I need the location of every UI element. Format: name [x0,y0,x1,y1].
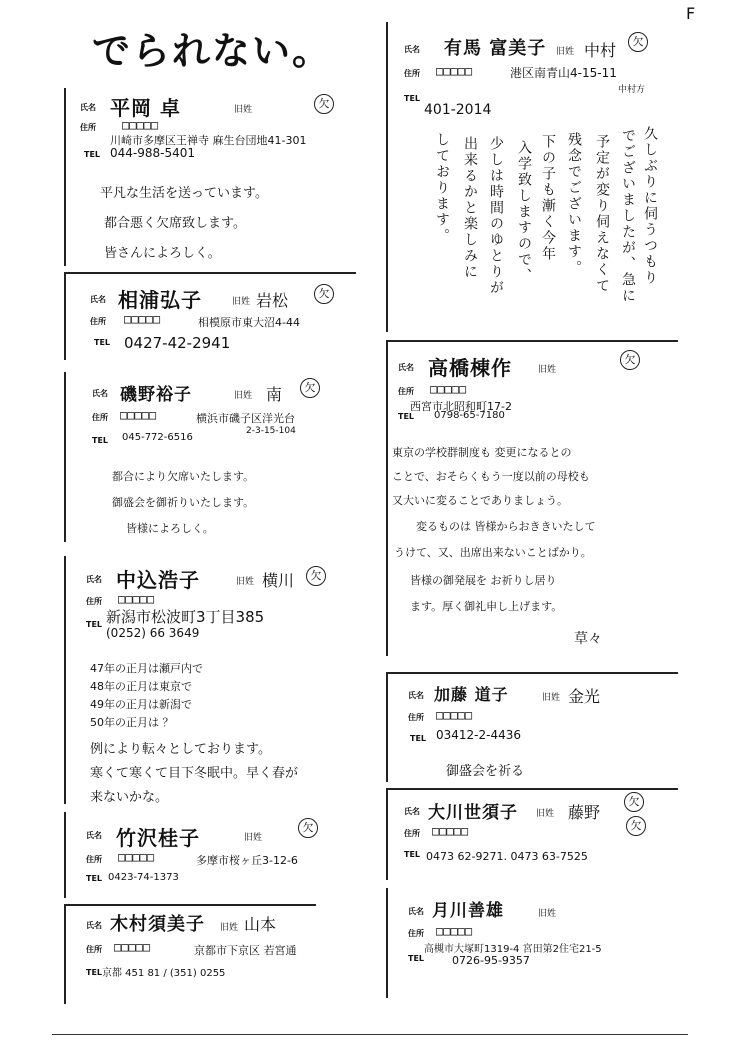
tel-label: TEL [86,874,103,883]
address-label: 住所 [90,317,106,326]
zip-code: □□□□□ [436,64,473,78]
tel-number: 401-2014 [424,102,492,118]
tel-label: TEL [94,338,111,347]
maiden-label: 旧姓 [232,297,251,307]
card-kato [386,672,678,782]
message-line: 変るものは 皆様からおききいたして [416,520,596,533]
message-line: 又大いに変ることでありましょう。 [392,494,568,507]
zip-code: □□□□□ [122,118,159,132]
tel-label: TEL [84,150,101,159]
zip-code: □□□□□ [436,708,473,722]
card-nakagome [64,556,356,804]
zip-code: □□□□□ [124,312,161,326]
absent-mark: 欠 [300,378,320,398]
maiden-name: 横川 [262,571,295,590]
name-label: 氏名 [404,807,420,816]
address-label: 住所 [408,929,424,938]
absent-mark: 欠 [306,566,326,586]
person-name: 磯野裕子 [120,385,192,405]
tel-number: 0427-42-2941 [124,334,231,352]
name-label: 氏名 [80,103,96,112]
maiden-label: 旧姓 [556,47,575,57]
maiden-name: 山本 [244,915,277,934]
zip-code: □□□□□ [114,940,151,954]
name-label: 氏名 [408,691,424,700]
vertical-message-line: 出来るかと楽しみに [462,136,478,280]
card-takahashi [386,340,678,656]
card-arima [386,22,688,332]
tel-number: 03412-2-4436 [436,728,522,742]
maiden-label: 旧姓 [234,105,253,115]
maiden-name: 金光 [568,687,601,706]
name-label: 氏名 [86,831,102,840]
address-label: 住所 [398,387,414,396]
maiden-label: 旧姓 [244,833,263,843]
person-name: 木村須美子 [110,914,205,935]
person-name: 月川善雄 [432,901,504,921]
message-line: 49年の正月は新潟で [90,698,192,711]
address-label: 住所 [404,829,420,838]
tel-number: 0423-74-1373 [108,872,179,883]
zip-code: □□□□□ [430,382,467,396]
address-label: 住所 [86,855,102,864]
address: 川崎市多摩区王禅寺 麻生台団地41-301 [110,134,307,147]
maiden-name: 藤野 [568,803,601,822]
tel-label: TEL [410,734,427,743]
address: 多摩市桜ヶ丘3-12-6 [196,854,298,867]
name-label: 氏名 [92,389,108,398]
zip-code: □□□□□ [118,850,155,864]
vertical-message-line: 予定が変り伺えなくて [594,134,610,294]
absent-mark: 欠 [628,32,648,52]
name-label: 氏名 [398,363,414,372]
person-name: 平岡 卓 [110,96,181,120]
message-line: 都合悪く欠席致します。 [104,216,246,231]
tel-label: TEL [92,436,109,445]
vertical-message-line: 下の子も漸く今年 [540,134,556,262]
address-label: 住所 [80,123,96,132]
message-line: 来ないかな。 [90,790,169,805]
absent-mark: 欠 [624,792,644,812]
tel-number: 0798-65-7180 [434,410,505,421]
message-line: うけて、又、出席出来ないことばかり。 [394,546,592,559]
maiden-label: 旧姓 [236,577,255,587]
tel-label: TEL [86,620,103,629]
tel-label: TEL [404,850,421,859]
name-label: 氏名 [86,575,102,584]
address: 相模原市東大沼4-44 [198,316,300,329]
vertical-message-line: 少しは時間のゆとりが [488,136,504,296]
zip-code: □□□□□ [436,924,473,938]
message-line: 47年の正月は瀬戸内で [90,662,203,675]
absent-mark: 欠 [298,818,318,838]
tel-number: 京都 451 81 / (351) 0255 [102,968,226,979]
maiden-label: 旧姓 [220,923,239,933]
person-name: 加藤 道子 [434,685,509,704]
address-label: 住所 [92,413,108,422]
address-line-2: 中村方 [618,85,646,95]
message-line: 平凡な生活を送っています。 [100,186,268,201]
address-label: 住所 [86,945,102,954]
message-line: 寒くて寒くて目下冬眠中。早く春が [90,766,299,781]
name-label: 氏名 [86,921,102,930]
tel-label: TEL [404,94,421,103]
maiden-name: 岩松 [256,291,289,310]
absent-mark: 欠 [314,94,334,114]
address-label: 住所 [408,713,424,722]
zip-code: □□□□□ [432,824,469,838]
vertical-message-line: 残念でございます。 [566,132,582,276]
tel-number: (0252) 66 3649 [106,626,200,640]
address: 新潟市松波町3丁目385 [106,608,265,626]
address: 港区南青山4-15-11 [510,66,617,80]
address: 西宮市北昭和町17-2 [410,400,512,413]
person-name: 高橋棟作 [428,356,512,380]
message-line: 皆様の御発展を お祈りし居り [410,574,557,587]
message-line: ます。厚く御礼申し上げます。 [410,600,563,613]
tel-number: 044-988-5401 [110,146,196,160]
person-name: 相浦弘子 [118,288,202,312]
maiden-label: 旧姓 [538,909,557,919]
person-name: 有馬 富美子 [444,38,547,59]
tel-label: TEL [398,412,415,421]
message-line: 例により転々としております。 [90,742,271,757]
message-line: 御盛会を祈る [446,764,525,779]
vertical-message-line: 久しぶりに伺うつもり [642,126,658,286]
card-kimura [64,904,316,1004]
maiden-name: 南 [266,385,283,404]
absent-mark: 欠 [626,816,646,836]
message-line: 皆様によろしく。 [126,522,214,535]
message-line: 48年の正月は東京で [90,680,192,693]
name-label: 氏名 [90,295,106,304]
maiden-label: 旧姓 [536,809,555,819]
message-line: 東京の学校群制度も 変更になるとの [392,446,572,459]
person-name: 中込浩子 [116,568,200,592]
message-line: 50年の正月は ？ [90,716,174,729]
tel-label: TEL [408,954,425,963]
address-label: 住所 [86,597,102,606]
message-line: 御盛会を御祈りいたします。 [112,496,255,509]
card-tsukikawa [386,888,678,998]
message-line: ことで、おそらくもう一度以前の母校も [392,470,590,483]
card-isono [64,372,356,542]
tel-label: TEL [86,968,103,977]
tel-number: 0473 62-9271. 0473 63-7525 [426,850,588,863]
address: 横浜市磯子区洋光台 [196,412,295,425]
zip-code: □□□□□ [120,408,157,422]
maiden-label: 旧姓 [542,693,561,703]
card-okawa [386,788,678,880]
address: 高槻市大塚町1319-4 宮田第2住宅21-5 [424,944,602,955]
maiden-label: 旧姓 [538,365,557,375]
name-label: 氏名 [404,45,420,54]
zip-code: □□□□□ [118,592,155,606]
card-aiura [64,272,356,360]
signature: 草々 [574,631,602,647]
card-takezawa [64,812,356,898]
card-hiraoka [64,88,366,266]
absent-mark: 欠 [620,350,640,370]
page-title: でられない。 [92,29,333,73]
page-mark: F [686,4,696,23]
vertical-message-line: 入学致しますので、 [516,140,532,284]
person-name: 竹沢桂子 [116,826,200,850]
tel-number: 0726-95-9357 [452,954,530,967]
address: 京都市下京区 若宮通 [194,944,297,957]
name-label: 氏名 [408,907,424,916]
maiden-label: 旧姓 [234,391,253,401]
address-label: 住所 [404,69,420,78]
person-name: 大川世須子 [428,803,518,823]
address-line-2: 2-3-15-104 [246,426,296,436]
vertical-message-line: でございましたが、急に [620,128,636,304]
message-line: 皆さんによろしく。 [104,246,221,261]
tel-number: 045-772-6516 [122,432,193,443]
absent-mark: 欠 [314,284,334,304]
vertical-message-line: しております。 [434,132,450,244]
message-line: 都合により欠席いたします。 [112,470,255,483]
bottom-rule [52,1034,688,1035]
maiden-name: 中村 [584,41,617,60]
